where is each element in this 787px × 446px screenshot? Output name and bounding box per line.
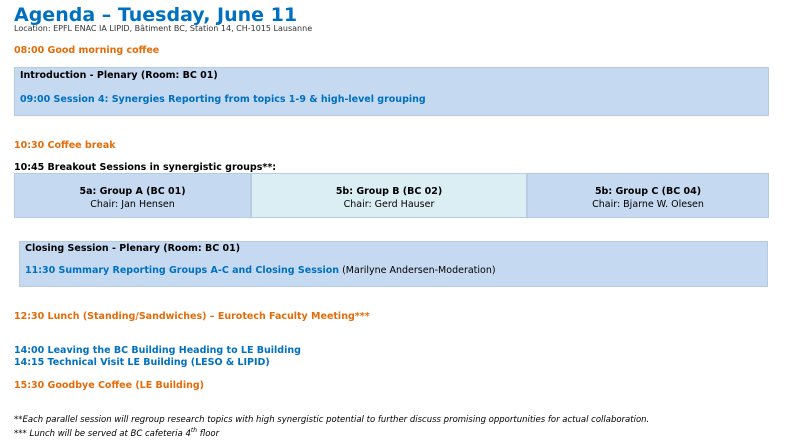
agenda-item-technical-visit: 14:15 Technical Visit LE Building (LESO & LIPID) (14, 357, 270, 368)
group-chair: Chair: Gerd Hauser (343, 199, 435, 210)
introduction-panel (14, 67, 769, 116)
group-name: 5b: Group C (BC 04) (594, 186, 702, 197)
introduction-header: Introduction - Plenary (Room: BC 01) (20, 70, 218, 81)
agenda-item-morning-coffee: 08:00 Good morning coffee (14, 45, 160, 56)
footnote-parallel-session: **Each parallel session will regroup research topics with high synergistic potential to further discuss promising opportunities for actual collaboration. (14, 415, 650, 425)
group-c-cell (527, 173, 769, 218)
group-name: 5a: Group A (BC 01) (79, 186, 186, 197)
agenda-item-lunch: 12:30 Lunch (Standing/Sandwiches) – Eurotech Faculty Meeting*** (14, 311, 370, 322)
agenda-item-coffee-break: 10:30 Coffee break (14, 140, 116, 151)
breakout-header: 10:45 Breakout Sessions in synergistic groups**: (14, 162, 277, 173)
group-name: 5b: Group B (BC 02) (335, 186, 443, 197)
agenda-item-goodbye: 15:30 Goodbye Coffee (LE Building) (14, 380, 204, 391)
closing-moderator: (Marilyne Andersen-Moderation) (342, 265, 496, 276)
group-chair: Chair: Jan Hensen (90, 199, 175, 210)
footnote-lunch-text: *** Lunch will be served at BC cafeteria 4 (14, 428, 191, 439)
group-a-cell (14, 173, 251, 218)
closing-header: Closing Session - Plenary (Room: BC 01) (25, 243, 241, 254)
footnote-lunch-sup: th (190, 427, 198, 434)
closing-session: 11:30 Summary Reporting Groups A-C and Closing Session (25, 265, 340, 276)
footnote-lunch-tail: floor (197, 428, 220, 439)
closing-panel (19, 241, 768, 287)
footnote-lunch (14, 427, 219, 439)
group-b-cell (251, 173, 527, 218)
session4-item: 09:00 Session 4: Synergies Reporting from topics 1-9 & high-level grouping (20, 94, 426, 105)
closing-session-line (25, 265, 496, 276)
group-chair: Chair: Bjarne W. Olesen (592, 199, 704, 210)
page-title: Agenda – Tuesday, June 11 (14, 4, 298, 26)
agenda-item-leaving: 14:00 Leaving the BC Building Heading to LE Building (14, 345, 301, 356)
location-text: Location: EPFL ENAC IA LIPID, Bâtiment BC, Station 14, CH-1015 Lausanne (14, 24, 313, 33)
